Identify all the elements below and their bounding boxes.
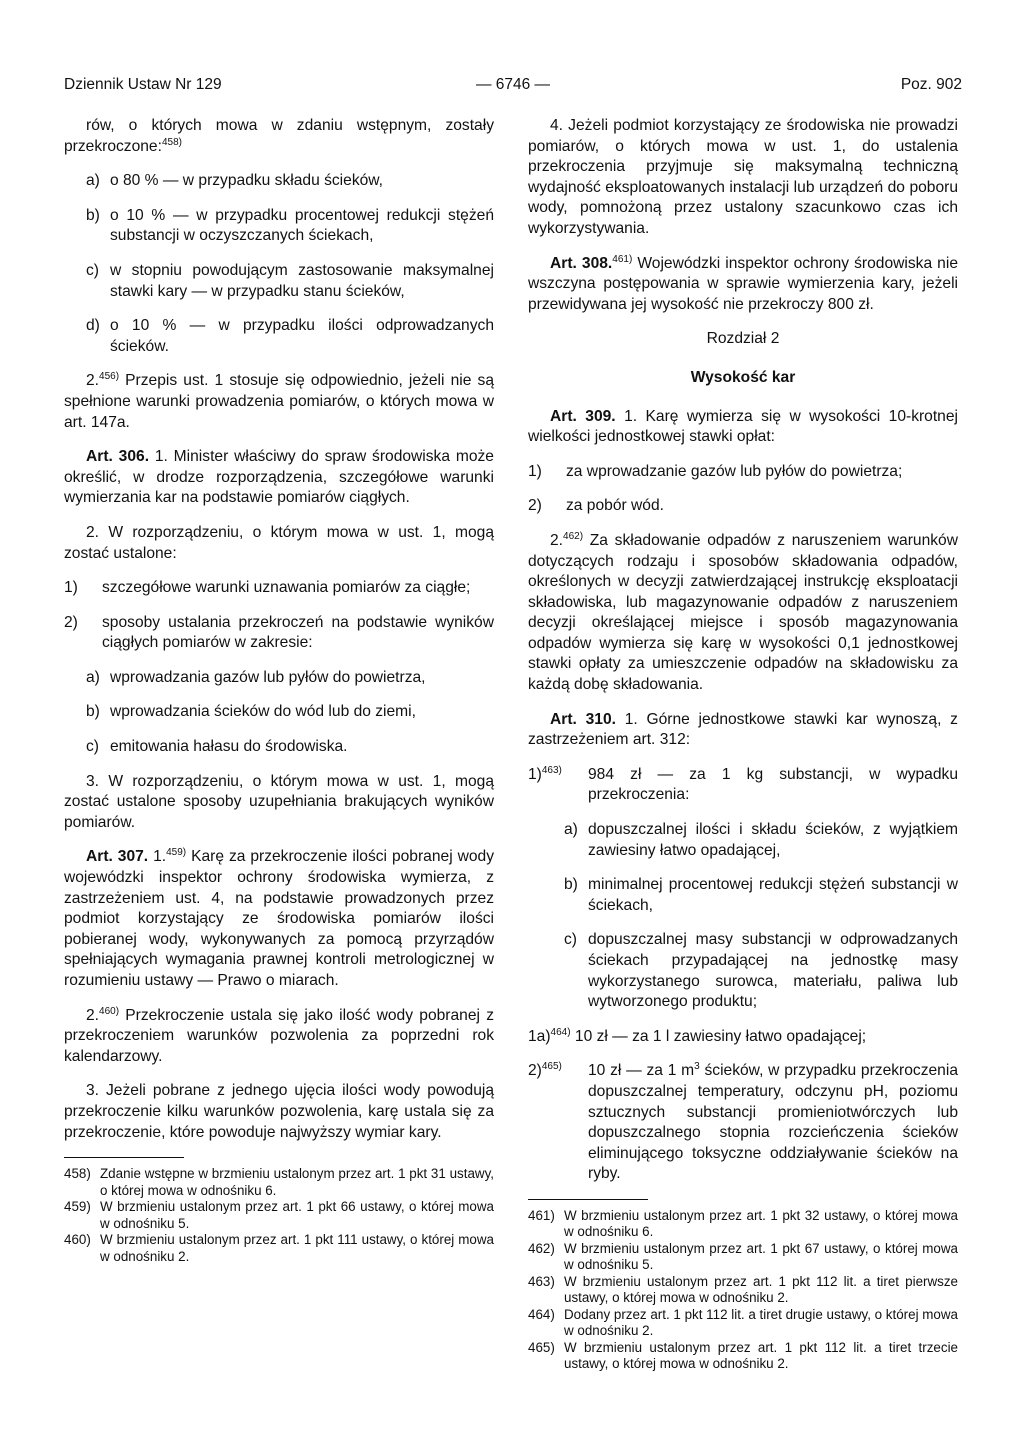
- list-item: c) w stopniu powodującym zastosowanie maksymalnej stawki kary — w przypadku stanu ścieków,: [86, 261, 494, 300]
- left-column: [64, 116, 494, 1265]
- footnote: 465) W brzmieniu ustalonym przez art. 1 pkt 112 lit. a tiret trzecie ustawy, o której mowa w odnośniku 2.: [528, 1339, 958, 1372]
- chapter-number: Rozdział 2: [706, 330, 780, 348]
- footnote: 462) W brzmieniu ustalonym przez art. 1 pkt 67 ustawy, o której mowa w odnośniku 5.: [528, 1240, 958, 1273]
- footnote-divider: [64, 1157, 184, 1158]
- article-308: Art. 308.$^{461)}$ Wojewódzki inspektor ochrony środowiska nie wszczyna postępowania w sprawie wymierzenia kary, jeżeli przewidywana jej wysokość nie przekroczy 800 zł.: [528, 253, 958, 313]
- list-item: 1a)$^{464)}$ 10 zł — za 1 l zawiesiny łatwo opadającej;: [528, 1026, 867, 1045]
- article-310: Art. 310. 1. Górne jednostkowe stawki kar wynoszą, z zastrzeżeniem art. 312:: [528, 710, 958, 749]
- chapter-title: Wysokość kar: [690, 368, 796, 386]
- journal-title: Dziennik Ustaw Nr 129: [64, 76, 222, 93]
- paragraph: 2.$^{456)}$ Przepis ust. 1 stosuje się odpowiednio, jeżeli nie są spełnione warunki prowadzenia pomiarów, o których mowa w art. 147a.: [64, 371, 494, 431]
- paragraph: 4. Jeżeli podmiot korzystający ze środowiska nie prowadzi pomiarów, o których mowa w ust. 1, do ustalenia przekroczenia przyjmuje się maksymalną techniczną wydajność eksploatowanych instalacji lub urządzeń do poboru wody, pomnożoną przez ustalony szacunkowo czas ich wykorzystywania.: [528, 117, 958, 237]
- footnote-divider: [528, 1199, 648, 1200]
- list-item: c) emitowania hałasu do środowiska.: [86, 738, 348, 756]
- footnote: 461) W brzmieniu ustalonym przez art. 1 pkt 32 ustawy, o której mowa w odnośniku 6.: [528, 1207, 958, 1240]
- paragraph: 3. W rozporządzeniu, o którym mowa w ust. 1, mogą zostać ustalone sposoby uzupełniania brakujących wyników pomiarów.: [64, 772, 494, 831]
- paragraph: 2. W rozporządzeniu, o którym mowa w ust. 1, mogą zostać ustalone:: [64, 523, 494, 562]
- list-item: d) o 10 % — w przypadku ilości odprowadzanych ścieków.: [86, 317, 494, 355]
- list-item: 1)$^{463)}$ 984 zł — za 1 kg substancji, w wypadku przekroczenia:: [528, 764, 958, 804]
- list-item: a) dopuszczalnej ilości i składu ścieków, z wyjątkiem zawiesiny łatwo opadającej,: [564, 821, 958, 859]
- list-item: 1) szczegółowe warunki uznawania pomiarów za ciągłe;: [64, 579, 471, 597]
- article-309: Art. 309. 1. Karę wymierza się w wysokości 10-krotnej wielkości jednostkowej stawki opłat:: [528, 407, 958, 446]
- list-item: 2)$^{465)}$ 10 zł — za 1 $m^3$ ścieków, w przypadku przekroczenia dopuszczalnej temperatury, odczynu pH, poziomu sztucznych substancji promieniotwórczych lub dopuszczalnego stopnia rozcieńczenia ścieków eliminującego toksyczne oddziaływanie ścieków na ryby.: [528, 1061, 958, 1183]
- footnote: 459) W brzmieniu ustalonym przez art. 1 pkt 66 ustawy, o której mowa w odnośniku 5.: [64, 1199, 494, 1231]
- document-page: [64, 76, 962, 1416]
- list-item: c) dopuszczalnej masy substancji w odprowadzanych ściekach przypadającej na jednostkę masy wykorzystanego surowca, materiału, paliwa lub wytworzonego produktu;: [564, 931, 958, 1011]
- article-307: Art. 307. 1.$^{459)}$ Karę za przekroczenie ilości pobranej wody wojewódzki inspektor ochrony środowiska wymierza, z zastrzeżeniem ust. 4, na podstawie prowadzonych przez podmiot korzystający ze środowiska pomiarów ilości pobieranej wody, wykonywanych za pomocą przyrządów spełniających wymagania prawnej kontroli metrologicznej w rozumieniu ustawy — Prawo o miarach.: [64, 847, 494, 989]
- page-number: — 6746 —: [475, 76, 551, 93]
- paragraph: rów, o których mowa w zdaniu wstępnym, zostały przekroczone:$^{458)}$: [64, 117, 494, 155]
- right-column: [528, 116, 958, 1373]
- paragraph: 2.$^{460)}$ Przekroczenie ustala się jako ilość wody pobranej z przekroczeniem warunków pozwolenia za poprzedni rok kalendarzowy.: [64, 1005, 494, 1065]
- page-header: [64, 76, 962, 102]
- footnote: 464) Dodany przez art. 1 pkt 112 lit. a tiret drugie ustawy, o której mowa w odnośniku 2.: [528, 1306, 958, 1339]
- paragraph: 3. Jeżeli pobrane z jednego ujęcia ilości wody powodują przekroczenie kilku warunków pozwolenia, karę ustala się za przekroczenie, które powoduje najwyższy wymiar kary.: [64, 1082, 494, 1141]
- paragraph: 2.$^{462)}$ Za składowanie odpadów z naruszeniem warunków dotyczących rodzaju i sposobów składowania odpadów, określonych w decyzji zatwierdzającej instrukcję eksploatacji składowiska, lub magazynowanie odpadów z naruszeniem decyzji określającej miejsce i sposób magazynowania odpadów wymierza się karę w wysokości 0,1 jednostkowej stawki opłaty za umieszczenie odpadów na składowisku za każdą dobę składowania.: [528, 530, 958, 694]
- footnote: 463) W brzmieniu ustalonym przez art. 1 pkt 112 lit. a tiret pierwsze ustawy, o której mowa w odnośniku 2.: [528, 1273, 958, 1306]
- list-item: 1) za wprowadzanie gazów lub pyłów do powietrza;: [528, 462, 903, 480]
- list-item: b) o 10 % — w przypadku procentowej redukcji stężeń substancji w oczyszczanych ściekach,: [86, 206, 494, 245]
- article-306: Art. 306. 1. Minister właściwy do spraw środowiska może określić, w drodze rozporządzenia, szczegółowe warunki wymierzania kar na podstawie pomiarów ciągłych.: [64, 448, 494, 507]
- list-item: a) o 80 % — w przypadku składu ścieków,: [86, 172, 384, 190]
- list-item: a) wprowadzania gazów lub pyłów do powietrza,: [86, 668, 426, 686]
- list-item: 2) za pobór wód.: [528, 497, 664, 515]
- position-number: Poz. 902: [900, 76, 962, 93]
- footnote: 460) W brzmieniu ustalonym przez art. 1 pkt 111 ustawy, o której mowa w odnośniku 2.: [64, 1232, 494, 1264]
- list-item: 2) sposoby ustalania przekroczeń na podstawie wyników ciągłych pomiarów w zakresie:: [64, 613, 494, 652]
- list-item: b) wprowadzania ścieków do wód lub do ziemi,: [86, 703, 416, 721]
- footnote: 458) Zdanie wstępne w brzmieniu ustalonym przez art. 1 pkt 31 ustawy, o której mowa w odnośniku 6.: [64, 1166, 494, 1198]
- list-item: b) minimalnej procentowej redukcji stężeń substancji w ściekach,: [564, 876, 958, 914]
